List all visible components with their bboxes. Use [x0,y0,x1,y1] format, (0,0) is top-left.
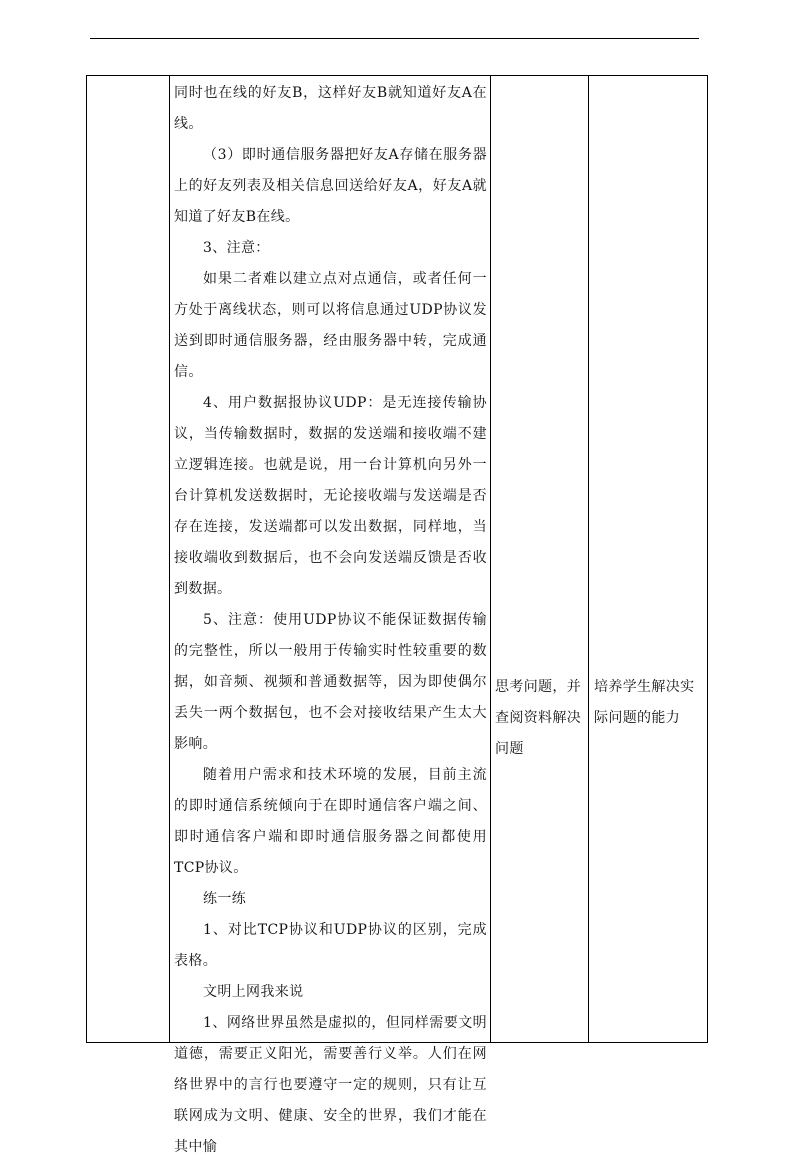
column-divider-2 [490,76,491,1042]
header-rule [90,38,699,39]
paragraph-1: 同时也在线的好友B，这样好友B就知道好友A在线。 [174,85,487,132]
student-activity-cell [495,672,583,765]
paragraph-8: 练一练 [203,891,247,907]
column-divider-3 [588,76,589,1042]
paragraph-4: 如果二者难以建立点对点通信，或者任何一方处于离线状态，则可以将信息通过UDP协议发送到即时通信服务器，经由服务器中转，完成通信。 [174,271,487,380]
paragraph-6: 5、注意：使用UDP协议不能保证数据传输的完整性，所以一般用于传输实时性较重要的数据，如音频、视频和普通数据等，因为即使偶尔丢失一两个数据包，也不会对接收结果产生太大影响。 [174,612,487,752]
lesson-plan-table [86,75,708,1155]
paragraph-3: 3、注意： [203,240,270,256]
paragraph-9: 1、对比TCP协议和UDP协议的区别，完成表格。 [174,922,487,969]
paragraph-10: 文明上网我来说 [203,984,304,1000]
paragraph-7: 随着用户需求和技术环境的发展，目前主流的即时通信系统倾向于在即时通信客户端之间、即时通信客户端和即时通信服务器之间都使用TCP协议。 [174,767,487,876]
design-intent-text: 培养学生解决实际问题的能力 [594,679,695,726]
paragraph-11: 1、网络世界虽然是虚拟的，但同样需要文明道德，需要正义阳光，需要善行义举。人们在网络世界中的言行也要遵守一定的规则，只有让互联网成为文明、健康、安全的世界，我们才能在其中愉 [174,1015,487,1155]
student-activity-text: 思考问题，并查阅资料解决问题 [495,679,582,757]
design-intent-cell [594,672,702,734]
paragraph-2: （3）即时通信服务器把好友A存储在服务器上的好友列表及相关信息回送给好友A，好友A就知道了好友B在线。 [174,147,487,225]
teaching-content-cell [174,78,487,1163]
paragraph-5: 4、用户数据报协议UDP：是无连接传输协议，当传输数据时，数据的发送端和接收端不建立逻辑连接。也就是说，用一台计算机向另外一台计算机发送数据时，无论接收端与发送端是否存在连接，发送端都可以发出数据，同样地，当接收端收到数据后，也不会向发送端反馈是否收到数据。 [174,395,487,597]
column-divider-1 [169,76,170,1042]
